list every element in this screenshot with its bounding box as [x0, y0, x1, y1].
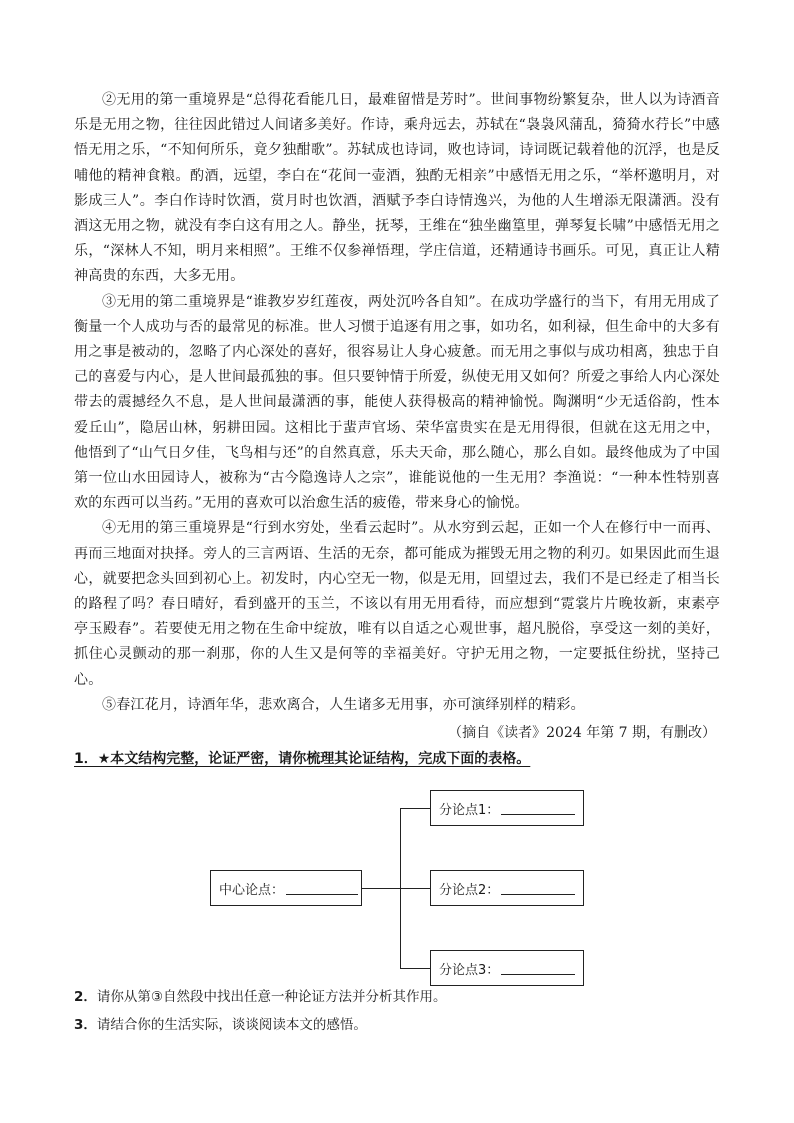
center-argument-blank[interactable]	[286, 882, 358, 895]
paragraph-2: ②无用的第一重境界是“总得花看能几日，最难留惜是芳时”。世间事物纷繁复杂，世人以为诗酒音乐是无用之物，往往因此错过人间诸多美好。作诗，乘舟远去，苏轼在“袅袅风蒲乱，猗猗水荇长”中感悟无用之乐，“不知何所乐，竟夕独酣歌”。苏轼成也诗词，败也诗词，诗词既记载着他的沉浮，也是反哺他的精神食粮。酌酒，远望，李白在“花间一壶酒，独酌无相亲”中感悟无用之乐，“举杯邀明月，对影成三人”。李白作诗时饮酒，赏月时也饮酒，酒赋予李白诗情逸兴，为他的人生增添无限潇洒。没有酒这无用之物，就没有李白这有用之人。静坐，抚琴，王维在“独坐幽篁里，弹琴复长啸”中感悟无用之乐，“深林人不知，明月来相照”。王维不仅参禅悟理，学庄信道，还精通诗书画乐。可见，真正让人精神高贵的东西，大多无用。	[74, 92, 720, 285]
paragraph-4: ④无用的第三重境界是“行到水穷处，坐看云起时”。从水穷到云起，正如一个人在修行中一而再、再而三地面对抉择。旁人的三言两语、生活的无奈，都可能成为摧毁无用之物的利刃。如果因此而生退心，就要把念头回到初心上。初发时，内心空无一物，似是无用，回望过去，我们不是已经走了相当长的路程了吗？春日晴好，看到盛开的玉兰，不该以有用无用看待，而应想到“霓裳片片晚妆新，束素亭亭玉殿春”。若要使无用之物在生命中绽放，唯有以自适之心观世事，超凡脱俗，享受这一刻的美好，抓住心灵颤动的那一刹那，你的人生又是何等的幸福美好。守护无用之物，一定要抵住纷扰，坚持己心。	[74, 520, 720, 688]
sub-argument-label-3: 分论点3：	[439, 962, 500, 978]
paragraph-3: ③无用的第二重境界是“谁教岁岁红莲夜，两处沉吟各自知”。在成功学盛行的当下，有用无用成了衡量一个人成功与否的最常见的标准。世人习惯于追逐有用之事，如功名，如利禄，但生命中的大多有用之事是被动的，忽略了内心深处的喜好，很容易让人身心疲惫。而无用之事似与成功相离，独忠于自己的喜爱与内心，是人世间最孤独的事。但只要钟情于所爱，纵使无用又如何？所爱之事给人内心深处带去的震撼经久不息，是人世间最潇洒的事，能使人获得极高的精神愉悦。陶渊明“少无适俗韵，性本爱丘山”，隐居山林，躬耕田园。这相比于蜚声官场、荣华富贵实在是无用得很，但就在这无用之中，他悟到了“山气日夕佳，飞鸟相与还”的自然真意，乐夫天命，那么随心，那么自如。最终他成为了中国第一位山水田园诗人，被称为“古今隐逸诗人之宗”，谁能说他的一生无用？李渔说：“一种本性特别喜欢的东西可以当药。”无用的喜欢可以治愈生活的疲倦，带来身心的愉悦。	[74, 293, 720, 512]
sub-argument-box-2[interactable]	[430, 870, 584, 906]
question-2	[74, 983, 720, 1011]
question-3	[74, 1011, 720, 1039]
document-page	[74, 88, 720, 1039]
sub-argument-box-3[interactable]	[430, 950, 584, 986]
sub-argument-blank-2[interactable]	[501, 882, 575, 895]
source-citation: （摘自《读者》2024 年第 7 期，有删改）	[448, 725, 716, 742]
sub-argument-label-2: 分论点2：	[439, 882, 500, 898]
question-2-number: 2．	[74, 989, 97, 1006]
connector-branch-2	[400, 888, 430, 889]
question-1: 1．★本文结构完整，论证严密，请你梳理其论证结构，完成下面的表格。	[74, 751, 531, 768]
center-argument-box[interactable]	[210, 870, 362, 906]
question-3-number: 3．	[74, 1017, 97, 1034]
sub-argument-blank-3[interactable]	[501, 962, 575, 975]
sub-argument-blank-1[interactable]	[501, 802, 575, 815]
connector-main	[362, 888, 400, 889]
paragraph-5: ⑤春江花月，诗酒年华，悲欢离合，人生诸多无用事，亦可演绎别样的精彩。	[102, 696, 585, 713]
question-2-text: 请你从第③自然段中找出任意一种论证方法并分析其作用。	[96, 989, 447, 1006]
connector-branch-1	[400, 808, 430, 809]
sub-argument-label-1: 分论点1：	[439, 802, 500, 818]
connector-branch-3	[400, 968, 430, 969]
argument-structure-diagram	[74, 770, 720, 978]
center-argument-label: 中心论点：	[219, 882, 285, 898]
sub-argument-box-1[interactable]	[430, 790, 584, 826]
question-3-text: 请结合你的生活实际，谈谈阅读本文的感悟。	[96, 1017, 367, 1034]
